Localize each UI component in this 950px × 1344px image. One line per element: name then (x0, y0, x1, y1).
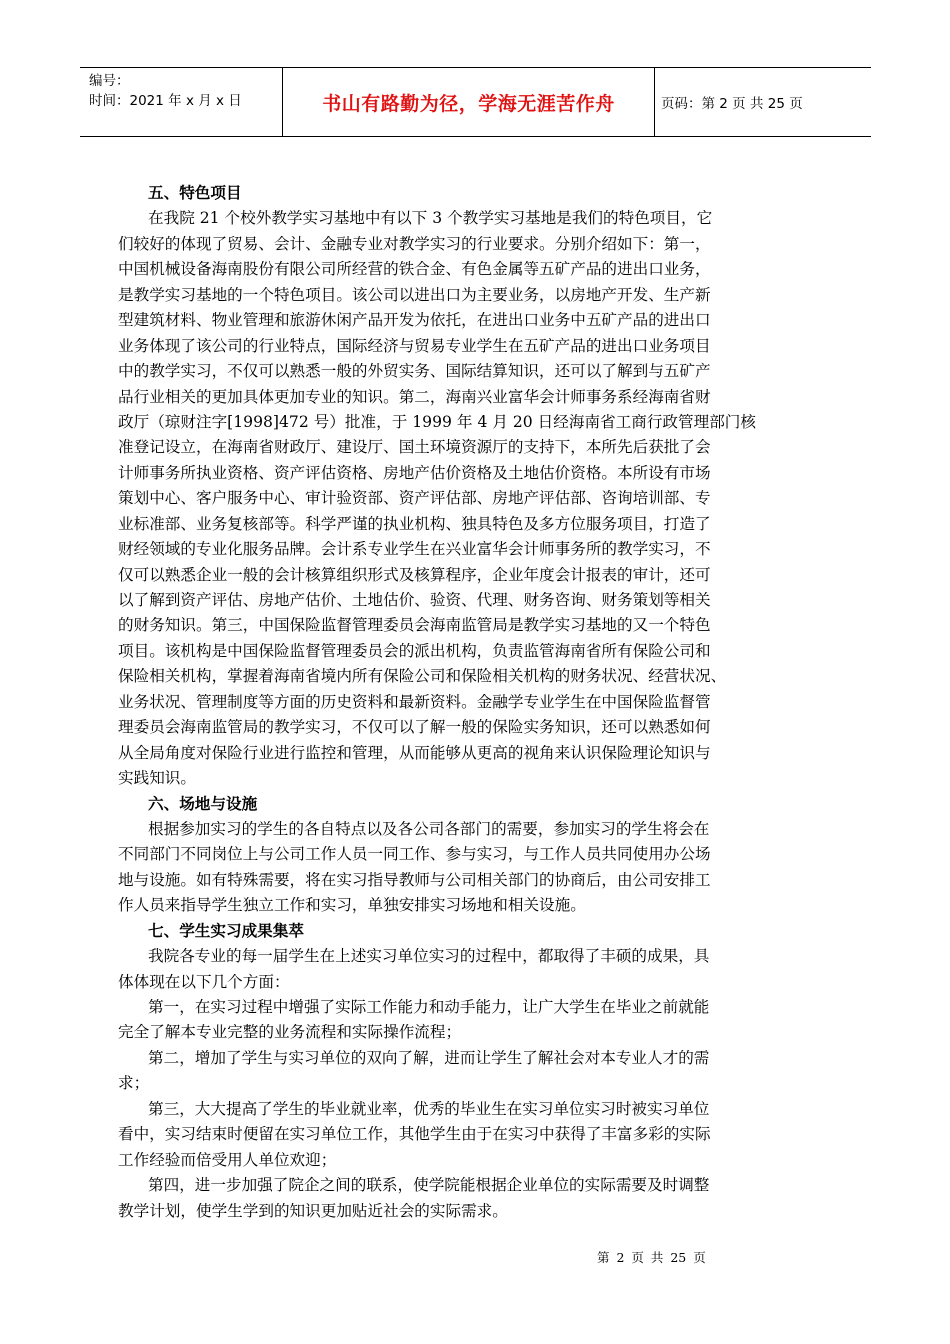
paragraph-line: 根据参加实习的学生的各自特点以及各公司各部门的需要，参加实习的学生将会在 (148, 819, 710, 838)
paragraph-line: 型建筑材料、物业管理和旅游休闲产品开发为依托，在进出口业务中五矿产品的进出口 (118, 311, 711, 330)
paragraph-line: 政厅（琼财注字[1998]472 号）批准，于 1999 年 4 月 20 日经海南省工商行政管理部门核 (118, 412, 756, 431)
paragraph-line: 看中，实习结束时便留在实习单位工作，其他学生由于在实习中获得了丰富多彩的实际 (118, 1125, 711, 1144)
paragraph-line: 业务体现了该公司的行业特点，国际经济与贸易专业学生在五矿产品的进出口业务项目 (118, 336, 711, 355)
paragraph-line: 完全了解本专业完整的业务流程和实际操作流程； (118, 1023, 462, 1042)
paragraph-line: 策划中心、客户服务中心、审计验资部、资产评估部、房地产评估部、咨询培训部、专 (118, 489, 711, 508)
paragraph-line: 财经领域的专业化服务品牌。会计系专业学生在兴业富华会计师事务所的教学实习，不 (118, 540, 711, 559)
page-header (80, 67, 871, 137)
paragraph-line: 们较好的体现了贸易、会计、金融专业对教学实习的行业要求。分别介绍如下：第一， (118, 234, 711, 253)
paragraph-line: 实践知识。 (118, 769, 196, 788)
paragraph-line: 业标准部、业务复核部等。科学严谨的执业机构、独具特色及多方位服务项目，打造了 (118, 514, 711, 533)
paragraph-line: 在我院 21 个校外教学实习基地中有以下 3 个教学实习基地是我们的特色项目，它 (148, 209, 713, 228)
paragraph-line: 教学计划，使学生学到的知识更加贴近社会的实际需求。 (118, 1201, 508, 1220)
paragraph-line: 第三，大大提高了学生的毕业就业率，优秀的毕业生在实习单位实习时被实习单位 (148, 1099, 710, 1118)
paragraph-line: 体体现在以下几个方面： (118, 972, 290, 991)
paragraph-line: 的财务知识。第三，中国保险监督管理委员会海南监管局是教学实习基地的又一个特色 (118, 616, 711, 635)
paragraph-line: 中的教学实习，不仅可以熟悉一般的外贸实务、国际结算知识，还可以了解到与五矿产 (118, 362, 711, 381)
paragraph-line: 理委员会海南监管局的教学实习，不仅可以了解一般的保险实务知识，还可以熟悉如何 (118, 718, 711, 737)
paragraph-line: 我院各专业的每一届学生在上述实习单位实习的过程中，都取得了丰硕的成果，具 (148, 947, 710, 966)
paragraph-line: 准登记设立，在海南省财政厅、建设厅、国土环境资源厅的支持下，本所先后获批了会 (118, 438, 711, 457)
paragraph-line: 以了解到资产评估、房地产估价、土地估价、验资、代理、财务咨询、财务策划等相关 (118, 591, 711, 609)
paragraph-line: 工作经验而倍受用人单位欢迎； (118, 1150, 337, 1169)
number-label: 编号： (89, 73, 130, 89)
paragraph-line: 地与设施。如有特殊需要，将在实习指导教师与公司相关部门的协商后，由公司安排工 (118, 870, 711, 889)
document-body (118, 181, 841, 1224)
paragraph-line: 第二，增加了学生与实习单位的双向了解，进而让学生了解社会对本专业人才的需 (148, 1048, 710, 1067)
header-meta (80, 68, 283, 136)
paragraph-line: 中国机械设备海南股份有限公司所经营的铁合金、有色金属等五矿产品的进出口业务， (118, 260, 711, 279)
section-heading: 七、学生实习成果集萃 (148, 921, 304, 940)
time-label: 时间：2021 年 x 月 x 日 (89, 93, 242, 109)
paragraph-line: 第四，进一步加强了院企之间的联系，使学院能根据企业单位的实际需要及时调整 (148, 1176, 710, 1195)
header-page-label: 页码：第 2 页 共 25 页 (661, 96, 803, 112)
page-footer: 第 2 页 共 25 页 (597, 1250, 706, 1265)
paragraph-line: 保险相关机构，掌握着海南省境内所有保险公司和保险相关机构的财务状况、经营状况、 (118, 667, 727, 686)
paragraph-line: 是教学实习基地的一个特色项目。该公司以进出口为主要业务，以房地产开发、生产新 (118, 285, 711, 304)
paragraph-line: 求； (118, 1074, 150, 1093)
paragraph-line: 计师事务所执业资格、资产评估资格、房地产估价资格及土地估价资格。本所设有市场 (118, 463, 711, 482)
header-motto: 书山有路勤为径，学海无涯苦作舟 (283, 68, 655, 136)
paragraph-line: 不同部门不同岗位上与公司工作人员一同工作、参与实习，与工作人员共同使用办公场 (118, 845, 711, 864)
paragraph-line: 业务状况、管理制度等方面的历史资料和最新资料。金融学专业学生在中国保险监督管 (118, 692, 711, 711)
paragraph-line: 作人员来指导学生独立工作和实习，单独安排实习场地和相关设施。 (118, 896, 586, 915)
section-heading: 六、场地与设施 (148, 794, 258, 813)
paragraph-line: 品行业相关的更加具体更加专业的知识。第二，海南兴业富华会计师事务系经海南省财 (118, 387, 711, 406)
paragraph-line: 项目。该机构是中国保险监督管理委员会的派出机构，负责监管海南省所有保险公司和 (118, 641, 711, 660)
paragraph-line: 第一，在实习过程中增强了实际工作能力和动手能力，让广大学生在毕业之前就能 (148, 998, 710, 1016)
paragraph-line: 仅可以熟悉企业一般的会计核算组织形式及核算程序，企业年度会计报表的审计，还可 (118, 565, 711, 584)
paragraph-line: 从全局角度对保险行业进行监控和管理，从而能够从更高的视角来认识保险理论知识与 (118, 743, 711, 762)
section-heading: 五、特色项目 (148, 184, 242, 202)
